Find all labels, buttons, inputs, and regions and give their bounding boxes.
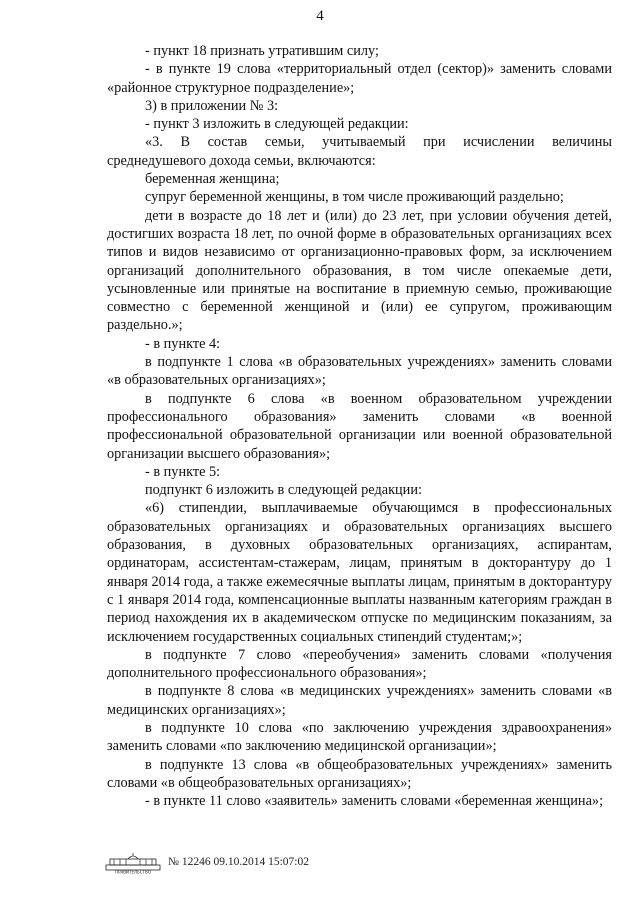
paragraph: в подпункте 8 слова «в медицинских учреждениях» заменить словами «в медицинских организациях»; (107, 683, 612, 718)
svg-text:ПРАВИТЕЛЬСТВО: ПРАВИТЕЛЬСТВО (115, 869, 151, 874)
paragraph: «6) стипендии, выплачиваемые обучающимся в профессиональных образовательных организациях и образовательных организациях высшего образования, в духовных образовательных организациях, аспирантам, ординаторам, ассистентам-стажерам, лицам, принятым в докторантуру до 1 января 2014 года, а также ежемесячные выплаты лицам, принятым в докторантуру с 1 января 2014 года, компенсационные выплаты названным категориям граждан в период нахождения их в академическом отпуске по медицинским показаниям, за исключением государственных социальных стипендий студентам;»; (107, 500, 612, 645)
paragraph: - в пункте 19 слова «территориальный отдел (сектор)» заменить словами «районное структурное подразделение»; (107, 61, 612, 96)
paragraph: - пункт 3 изложить в следующей редакции: (145, 116, 409, 133)
paragraph: в подпункте 7 слово «переобучения» заменить словами «получения дополнительного профессионального образования»; (107, 646, 612, 682)
document-body (107, 42, 612, 810)
government-building-logo-icon (104, 852, 162, 874)
paragraph: в подпункте 10 слова «по заключению учреждения здравоохранения» заменить словами «по заключению медицинской организации»; (107, 719, 612, 755)
paragraph: - пункт 18 признать утратившим силу; (145, 43, 379, 59)
paragraph: - в пункте 5: (145, 463, 221, 480)
registration-stamp: № 12246 09.10.2014 15:07:02 (168, 856, 309, 868)
paragraph: в подпункте 13 слова «в общеобразовательных учреждениях» заменить словами «в общеобразовательных организациях»; (107, 756, 612, 791)
paragraph: дети в возрасте до 18 лет и (или) до 23 лет, при условии обучения детей, достигших возраста 18 лет, по очной форме в образовательных организациях всех типов и видов независимо от организационно-правовых форм, за исключением организаций дополнительного образования, в том числе опекаемые дети, усыновленные или принятые на воспитание в приемную семью, проживающие совместно с беременной женщиной и (или) ее супругом, проживающим раздельно.»; (107, 207, 612, 334)
paragraph: - в пункте 4: (145, 335, 221, 352)
paragraph: в подпункте 1 слова «в образовательных учреждениях» заменить словами «в образовательных организациях»; (107, 354, 612, 389)
paragraph: беременная женщина; (145, 171, 280, 188)
paragraph: супруг беременной женщины, в том числе проживающий раздельно; (145, 189, 564, 206)
paragraph: в подпункте 6 слова «в военном образовательном учреждении профессионального образования» заменить словами «в военной профессиональной образовательной организации или военной образовательной организации высшего образования»; (107, 390, 612, 462)
paragraph: - в пункте 11 слово «заявитель» заменить словами «беременная женщина»; (145, 793, 604, 810)
paragraph: «3. В состав семьи, учитываемый при исчислении величины среднедушевого дохода семьи, включаются: (107, 134, 612, 169)
paragraph: подпункт 6 изложить в следующей редакции: (145, 482, 422, 499)
paragraph: 3) в приложении № 3: (145, 97, 279, 114)
document-footer (104, 852, 309, 874)
page-number: 4 (316, 8, 324, 24)
